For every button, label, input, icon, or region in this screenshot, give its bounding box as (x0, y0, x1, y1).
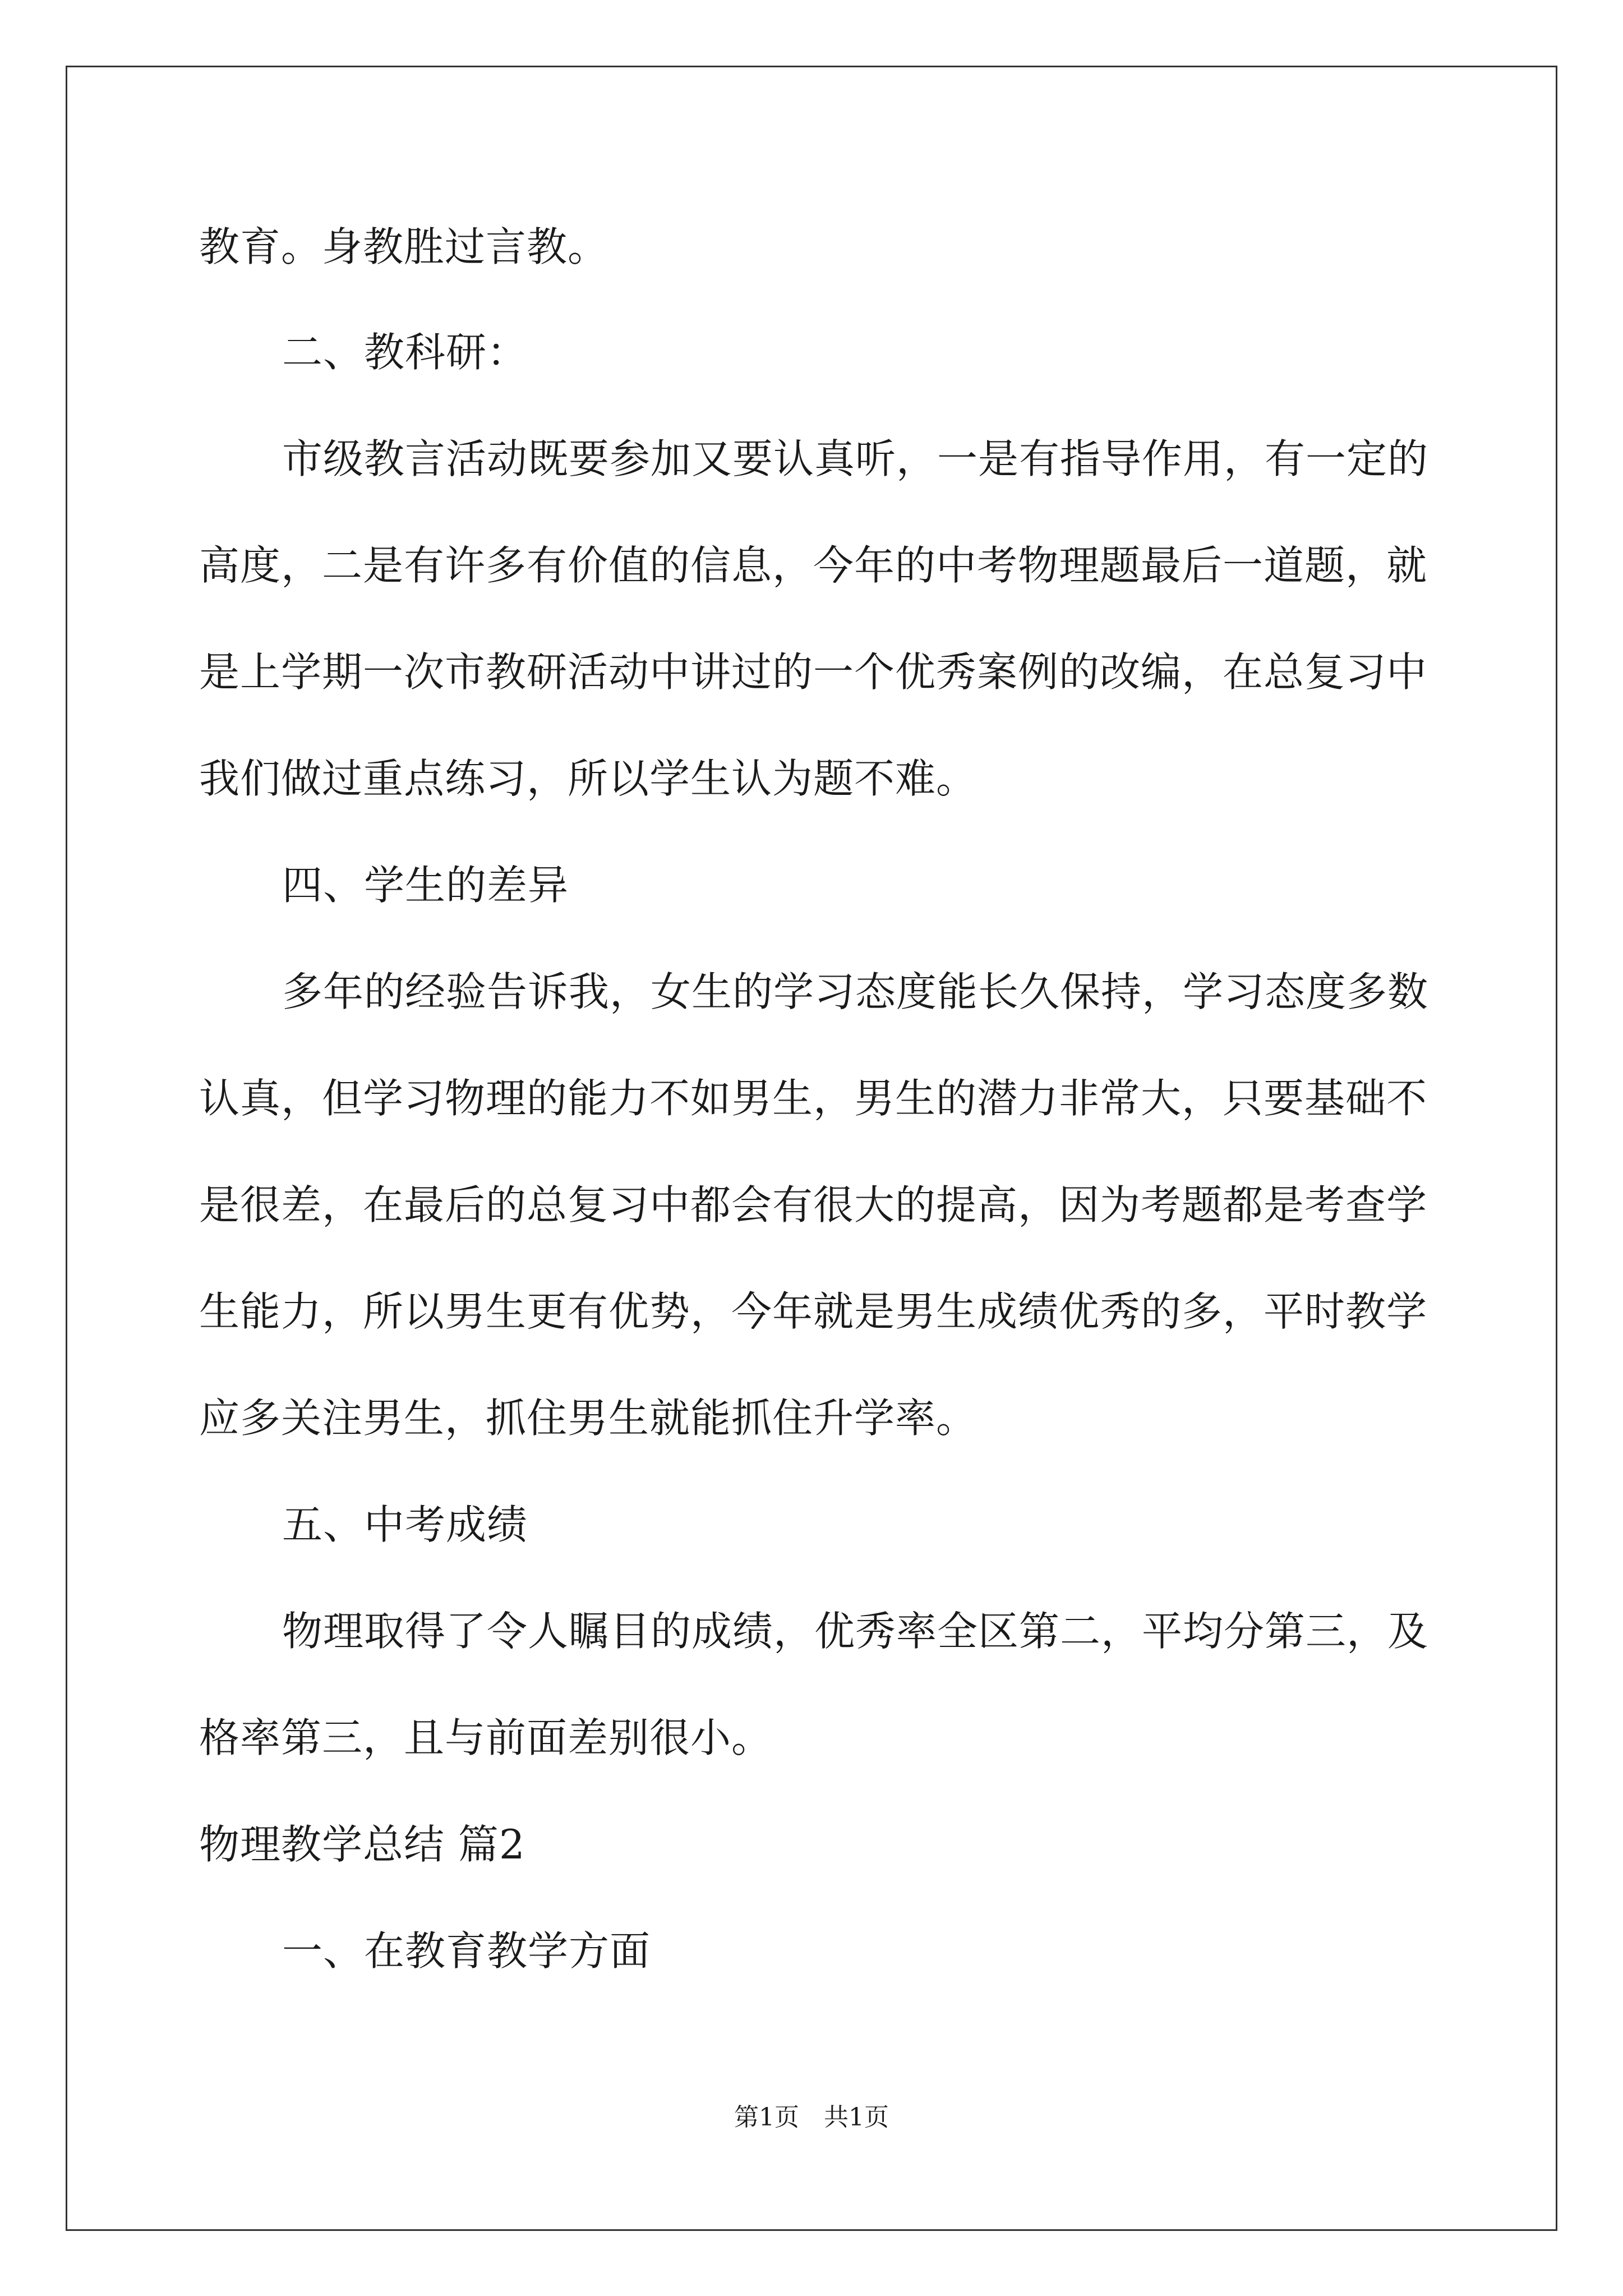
paragraph-line: 高度，二是有许多有价值的信息，今年的中考物理题最后一道题，就 (199, 542, 1428, 589)
section-heading: 二、教科研： (282, 329, 528, 376)
paragraph-line: 教育。身教胜过言教。 (199, 223, 609, 270)
paragraph-line: 格率第三，且与前面差别很小。 (199, 1714, 773, 1761)
page-number: 第1页 共1页 (734, 2103, 889, 2132)
paragraph-line: 认真，但学习物理的能力不如男生，男生的潜力非常大，只要基础不 (199, 1075, 1428, 1122)
section-heading: 一、在教育教学方面 (282, 1927, 651, 1975)
paragraph-line: 应多关注男生，抓住男生就能抓住升学率。 (199, 1395, 978, 1442)
paragraph-line: 是很差，在最后的总复习中都会有很大的提高，因为考题都是考查学 (199, 1181, 1428, 1228)
paragraph-line: 物理取得了令人瞩目的成绩，优秀率全区第二，平均分第三，及 (282, 1608, 1429, 1655)
paragraph-line: 生能力，所以男生更有优势，今年就是男生成绩优秀的多，平时教学 (199, 1288, 1428, 1335)
article-title: 物理教学总结 篇2 (199, 1821, 525, 1868)
paragraph-line: 我们做过重点练习，所以学生认为题不难。 (199, 755, 978, 802)
section-heading: 五、中考成绩 (282, 1501, 528, 1548)
page-border (66, 66, 1557, 2231)
paragraph-line: 市级教言活动既要参加又要认真听，一是有指导作用，有一定的 (282, 435, 1429, 482)
paragraph-line: 多年的经验告诉我，女生的学习态度能长久保持，学习态度多数 (282, 968, 1429, 1015)
paragraph-line: 是上学期一次市教研活动中讲过的一个优秀案例的改编，在总复习中 (199, 648, 1428, 696)
section-heading: 四、学生的差异 (282, 862, 569, 909)
